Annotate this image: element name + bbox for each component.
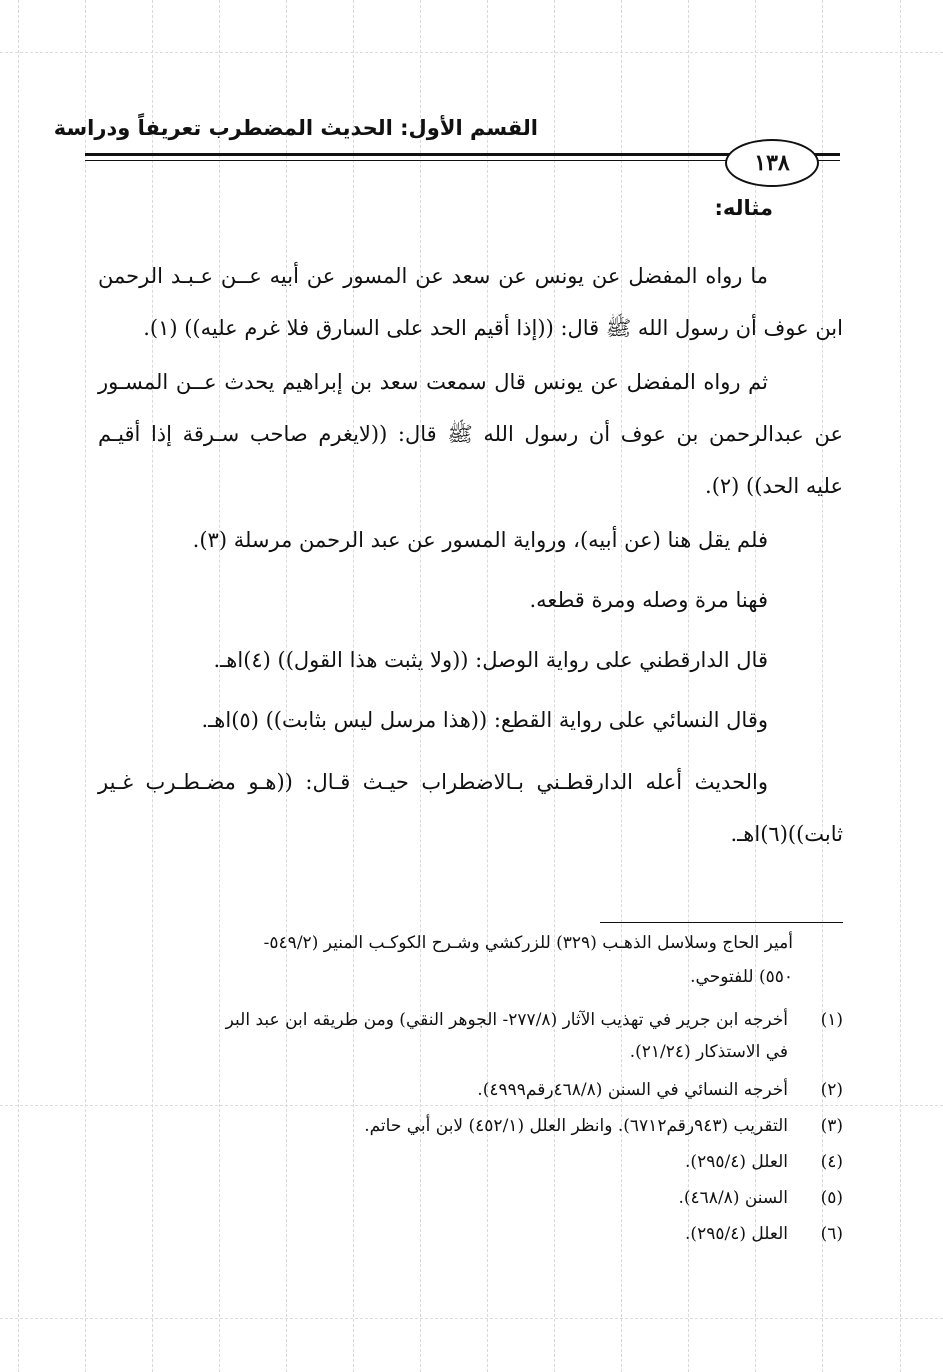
grid-line — [18, 0, 19, 1372]
footnote-text: في الاستذكار (٢١/٢٤). — [629, 1042, 788, 1062]
footnote-number: (٢) — [820, 1080, 843, 1100]
paragraph-line: ما رواه المفضل عن يونس عن سعد عن المسور عن أبيه عــن عـبـد الرحمن — [98, 264, 768, 288]
page-number-badge: ١٣٨ — [725, 139, 819, 187]
footnote-text: السنن (٤٦٨/٨). — [678, 1188, 788, 1208]
footnote-separator — [600, 922, 843, 923]
footnote-item — [103, 1004, 843, 1068]
footnote-list — [103, 1004, 843, 1250]
paragraph-line: ثابت))(٦)اهـ. — [730, 822, 843, 846]
grid-line — [85, 0, 86, 1372]
footnote-text: أخرجه النسائي في السنن (٤٦٨/٨رقم٤٩٩٩). — [477, 1080, 788, 1100]
footnote-number: (١) — [820, 1010, 843, 1030]
paragraph-line: فهنا مرة وصله ومرة قطعه. — [529, 588, 768, 612]
paragraph — [530, 574, 769, 626]
footnote-item — [103, 1074, 843, 1106]
footnote-text: التقريب (٩٤٣رقم٦٧١٢). وانظر العلل (٤٥٢/١) لابن أبي حاتم. — [364, 1116, 788, 1136]
grid-line — [0, 52, 943, 53]
footnote-number: (٦) — [820, 1224, 843, 1244]
paragraph-line: وقال النسائي على رواية القطع: ((هذا مرسل ليس بثابت)) (٥)اهـ. — [201, 708, 768, 732]
paragraph-line: والحديث أعله الدارقطـني بـالاضطراب حيـث قـال: ((هـو مضـطـرب غـير — [98, 770, 768, 794]
footnote-text: أخرجه ابن جرير في تهذيب الآثار (٢٧٧/٨- الجوهر النقي) ومن طريقه ابن عبد البر — [225, 1010, 788, 1030]
footnote-item — [103, 1146, 843, 1178]
paragraph — [193, 514, 768, 566]
footnote-number: (٤) — [820, 1152, 843, 1172]
section-heading: مثاله: — [714, 196, 773, 220]
running-header-title: القسم الأول: الحديث المضطرب تعريفاً ودراسة — [53, 116, 538, 140]
footnote-continuation-line: ٥٥٠) للفتوحي. — [690, 967, 793, 987]
paragraph — [98, 756, 843, 860]
paragraph-line: عليه الحد)) (٢). — [705, 474, 843, 498]
footnote-body — [226, 1004, 788, 1068]
paragraph-line: قال الدارقطني على رواية الوصل: ((ولا يثبت هذا القول)) (٤)اهـ. — [213, 648, 768, 672]
paragraph — [98, 356, 843, 512]
footnote-number: (٥) — [820, 1188, 843, 1208]
footnote-number: (٣) — [820, 1116, 843, 1136]
footnote-item — [103, 1182, 843, 1214]
paragraph — [98, 250, 843, 354]
footnote-item — [103, 1218, 843, 1250]
paragraph-line: ابن عوف أن رسول الله ﷺ قال: ((إذا أقيم الحد على السارق فلا غرم عليه)) (١). — [143, 316, 843, 340]
footnote-text: العلل (٢٩٥/٤). — [685, 1224, 788, 1244]
paragraph-line: ثم رواه المفضل عن يونس قال سمعت سعد بن إبراهيم يحدث عــن المسـور — [98, 370, 768, 394]
grid-line — [0, 1318, 943, 1319]
paragraph — [201, 694, 768, 746]
footnote-text: العلل (٢٩٥/٤). — [685, 1152, 788, 1172]
footnote-continuation-line: أمير الحاج وسلاسل الذهـب (٣٢٩) للزركشي وشـرح الكوكـب المنير (٥٤٩/٢- — [263, 933, 793, 953]
grid-line — [900, 0, 901, 1372]
paragraph-line: عن عبدالرحمن بن عوف أن رسول الله ﷺ قال: ((لايغرم صاحب سـرقة إذا أقيـم — [98, 422, 843, 446]
paragraph — [213, 634, 768, 686]
footnote-item — [103, 1110, 843, 1142]
paragraph-line: فلم يقل هنا (عن أبيه)، ورواية المسور عن عبد الرحمن مرسلة (٣). — [192, 528, 768, 552]
